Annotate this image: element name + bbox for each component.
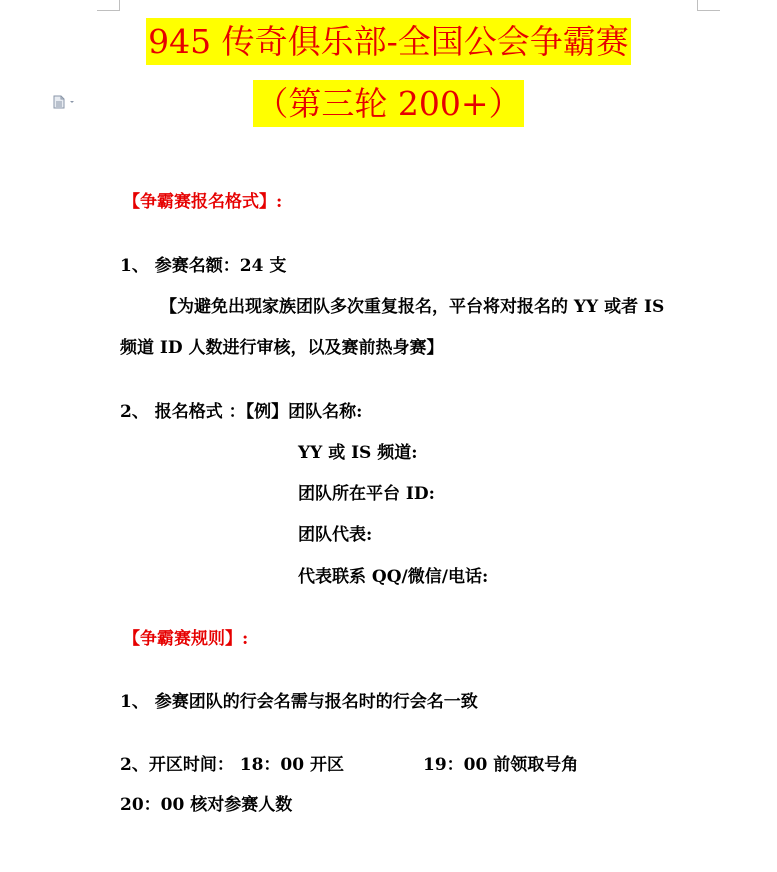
form-field-platform-id: 团队所在平台 ID: — [298, 484, 435, 504]
rule-headcount-check-time: 20：00 核对参赛人数 — [120, 795, 293, 815]
page-title — [0, 20, 777, 64]
rule-server-open-time: 2、开区时间： 18：00 开区 — [120, 755, 344, 775]
rule-guild-name: 1、 参赛团队的行会名需与报名时的行会名一致 — [120, 692, 478, 712]
registration-item-quota: 1、 参赛名额：24 支 — [120, 256, 287, 276]
title-line-2: （第三轮 200+） — [253, 80, 523, 127]
page-corner-mark-left — [97, 0, 120, 11]
section-heading-registration: 【争霸赛报名格式】: — [123, 192, 283, 212]
registration-note-line-1: 【为避免出现家族团队多次重复报名，平台将对报名的 YY 或者 IS — [160, 297, 665, 317]
page-subtitle — [0, 82, 777, 126]
form-field-contact: 代表联系 QQ/微信/电话: — [298, 567, 489, 587]
registration-note-line-2: 频道 ID 人数进行审核，以及赛前热身赛】 — [120, 338, 444, 358]
title-line-1: 945 传奇俱乐部-全国公会争霸赛 — [146, 18, 631, 65]
rule-horn-pickup-time: 19：00 前领取号角 — [423, 755, 579, 775]
registration-item-format: 2、 报名格式 ：【例】团队名称: — [120, 402, 363, 422]
form-field-representative: 团队代表: — [298, 525, 373, 545]
section-heading-rules: 【争霸赛规则】: — [123, 629, 249, 649]
page-corner-mark-right — [697, 0, 720, 11]
form-field-channel: YY 或 IS 频道: — [298, 443, 418, 463]
